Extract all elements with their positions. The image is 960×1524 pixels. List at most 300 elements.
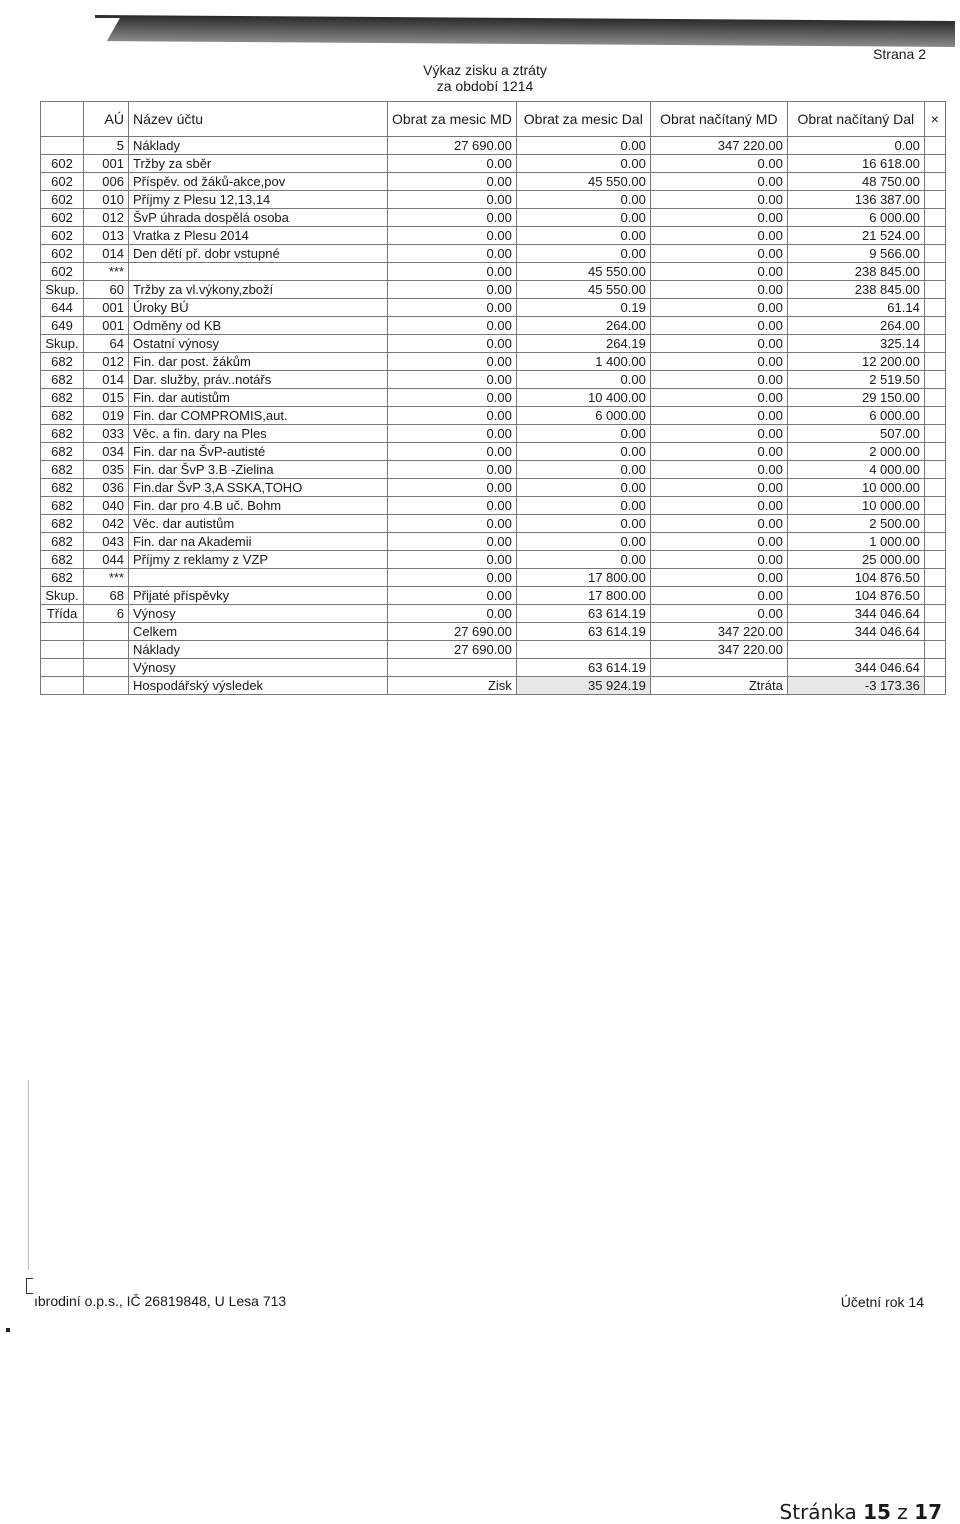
cell-nmd: 0.00 [650, 551, 787, 569]
cell-x [924, 245, 945, 263]
cell-dal: 0.00 [516, 191, 650, 209]
cell-dal: 63 614.19 [516, 623, 650, 641]
cell-x [924, 227, 945, 245]
cell-name: Hospodářský výsledek [129, 677, 388, 695]
cell-au: 64 [84, 335, 129, 353]
cell-x [924, 389, 945, 407]
cell-typ: 682 [41, 407, 84, 425]
table-row [41, 263, 946, 281]
cell-name: Náklady [129, 137, 388, 155]
cell-ndal: 344 046.64 [787, 623, 924, 641]
cell-au: 044 [84, 551, 129, 569]
cell-au: 040 [84, 497, 129, 515]
table-row [41, 497, 946, 515]
cell-x [924, 461, 945, 479]
cell-md: 0.00 [388, 587, 517, 605]
cell-name: Fin. dar ŠvP 3.B -Zielina [129, 461, 388, 479]
cell-typ: Skup. [41, 587, 84, 605]
table-row [41, 641, 946, 659]
table-row [41, 245, 946, 263]
col-header-dal: Obrat za mesic Dal [516, 102, 650, 137]
cell-nmd: 347 220.00 [650, 641, 787, 659]
cell-nmd: 347 220.00 [650, 137, 787, 155]
cell-name: Výnosy [129, 605, 388, 623]
cell-typ: 602 [41, 209, 84, 227]
cell-ndal: 9 566.00 [787, 245, 924, 263]
cell-dal: 45 550.00 [516, 263, 650, 281]
page-number [780, 1500, 942, 1524]
cell-nmd: 0.00 [650, 587, 787, 605]
cell-name: Fin. dar post. žákům [129, 353, 388, 371]
cell-x [924, 605, 945, 623]
cell-name: Fin.dar ŠvP 3,A SSKA,TOHO [129, 479, 388, 497]
cell-x [924, 443, 945, 461]
cell-ndal [787, 641, 924, 659]
cell-au: 019 [84, 407, 129, 425]
report-title [420, 62, 550, 94]
cell-ndal: 4 000.00 [787, 461, 924, 479]
cell-ndal: 12 200.00 [787, 353, 924, 371]
cell-typ: Skup. [41, 335, 84, 353]
cell-nmd: 0.00 [650, 245, 787, 263]
cell-nmd: 0.00 [650, 389, 787, 407]
col-header-au: AÚ [84, 102, 129, 137]
cell-nmd: 0.00 [650, 461, 787, 479]
cell-md: 0.00 [388, 461, 517, 479]
cell-ndal: 104 876.50 [787, 587, 924, 605]
cell-nmd [650, 659, 787, 677]
cell-au: 6 [84, 605, 129, 623]
table-row [41, 389, 946, 407]
cell-au: 015 [84, 389, 129, 407]
cell-name: Příjmy z Plesu 12,13,14 [129, 191, 388, 209]
table-row [41, 155, 946, 173]
cell-au: 036 [84, 479, 129, 497]
cell-dal: 0.00 [516, 245, 650, 263]
cell-ndal: 10 000.00 [787, 497, 924, 515]
cell-name: Fin. dar COMPROMIS,aut. [129, 407, 388, 425]
cell-x [924, 317, 945, 335]
table-row [41, 443, 946, 461]
cell-name: Fin. dar autistům [129, 389, 388, 407]
cell-ndal: 6 000.00 [787, 209, 924, 227]
cell-dal: 0.00 [516, 497, 650, 515]
cell-ndal: 48 750.00 [787, 173, 924, 191]
cell-au: 014 [84, 245, 129, 263]
cell-ndal: 1 000.00 [787, 533, 924, 551]
cell-typ: 682 [41, 443, 84, 461]
cell-typ: Třída [41, 605, 84, 623]
cell-dal: 0.00 [516, 551, 650, 569]
cell-typ [41, 659, 84, 677]
cell-name: Věc. dar autistům [129, 515, 388, 533]
cell-typ: 682 [41, 569, 84, 587]
cell-name: Fin. dar na Akademii [129, 533, 388, 551]
cell-name [129, 263, 388, 281]
table-row [41, 479, 946, 497]
cell-typ: 682 [41, 533, 84, 551]
cell-dal: 6 000.00 [516, 407, 650, 425]
cell-ndal: 344 046.64 [787, 659, 924, 677]
cell-typ: 602 [41, 155, 84, 173]
cell-dal: 0.00 [516, 227, 650, 245]
scan-dot [6, 1328, 10, 1332]
cell-name: Celkem [129, 623, 388, 641]
cell-typ: 682 [41, 371, 84, 389]
cell-dal: 0.00 [516, 371, 650, 389]
table-row [41, 533, 946, 551]
table-row [41, 605, 946, 623]
cell-name: Příjmy z reklamy z VZP [129, 551, 388, 569]
cell-au: 010 [84, 191, 129, 209]
cell-md: Zisk [388, 677, 517, 695]
cell-x [924, 623, 945, 641]
cell-au: 60 [84, 281, 129, 299]
cell-name [129, 569, 388, 587]
cell-typ [41, 677, 84, 695]
table-row [41, 551, 946, 569]
page-label: Strana 2 [873, 46, 926, 62]
cell-md: 0.00 [388, 335, 517, 353]
cell-name: Výnosy [129, 659, 388, 677]
cell-ndal: 264.00 [787, 317, 924, 335]
cell-name: Fin. dar na ŠvP-autisté [129, 443, 388, 461]
cell-md: 0.00 [388, 227, 517, 245]
cell-nmd: 0.00 [650, 299, 787, 317]
cell-name: Úroky BÚ [129, 299, 388, 317]
cell-au: 035 [84, 461, 129, 479]
cell-md [388, 659, 517, 677]
cell-typ: 682 [41, 479, 84, 497]
table-row [41, 659, 946, 677]
cell-dal: 0.00 [516, 155, 650, 173]
cell-x [924, 569, 945, 587]
cell-nmd: 0.00 [650, 569, 787, 587]
table-row [41, 173, 946, 191]
cell-nmd: 0.00 [650, 317, 787, 335]
cell-typ: 602 [41, 191, 84, 209]
cell-au: 042 [84, 515, 129, 533]
cell-ndal: 21 524.00 [787, 227, 924, 245]
cell-name: Přijaté příspěvky [129, 587, 388, 605]
cell-x [924, 551, 945, 569]
table-row [41, 623, 946, 641]
page-number-total: 17 [914, 1500, 942, 1524]
cell-dal: 10 400.00 [516, 389, 650, 407]
cell-x [924, 587, 945, 605]
cell-dal: 35 924.19 [516, 677, 650, 695]
cell-ndal: 507.00 [787, 425, 924, 443]
cell-au: 014 [84, 371, 129, 389]
cell-md: 0.00 [388, 281, 517, 299]
cell-dal: 264.19 [516, 335, 650, 353]
cell-name: Odměny od KB [129, 317, 388, 335]
table-row [41, 281, 946, 299]
table-row [41, 461, 946, 479]
col-header-name: Název účtu [129, 102, 388, 137]
cell-typ: 682 [41, 497, 84, 515]
report-title-line2: za období 1214 [436, 78, 534, 94]
table-row [41, 227, 946, 245]
cell-au: 68 [84, 587, 129, 605]
cell-dal: 17 800.00 [516, 587, 650, 605]
cell-md: 0.00 [388, 533, 517, 551]
cell-typ: 682 [41, 389, 84, 407]
cell-typ: 682 [41, 353, 84, 371]
cell-ndal: 16 618.00 [787, 155, 924, 173]
cell-au: 001 [84, 155, 129, 173]
col-header-md: Obrat za mesic MD [388, 102, 517, 137]
cell-md: 0.00 [388, 425, 517, 443]
cell-typ: 602 [41, 263, 84, 281]
cell-nmd: 347 220.00 [650, 623, 787, 641]
cell-ndal: 2 519.50 [787, 371, 924, 389]
cell-nmd: 0.00 [650, 515, 787, 533]
page-number-prefix: Stránka [779, 1500, 864, 1524]
cell-dal: 0.19 [516, 299, 650, 317]
margin-bracket [26, 1278, 33, 1294]
cell-ndal: 2 500.00 [787, 515, 924, 533]
cell-x [924, 407, 945, 425]
cell-ndal: 325.14 [787, 335, 924, 353]
cell-name: Tržby za vl.výkony,zboží [129, 281, 388, 299]
cell-x [924, 281, 945, 299]
cell-ndal: 0.00 [787, 137, 924, 155]
page-number-current: 15 [863, 1500, 891, 1524]
cell-au: 006 [84, 173, 129, 191]
cell-nmd: 0.00 [650, 425, 787, 443]
cell-x [924, 371, 945, 389]
cell-x [924, 677, 945, 695]
table-row [41, 191, 946, 209]
table-row [41, 425, 946, 443]
cell-au: 012 [84, 209, 129, 227]
cell-x [924, 515, 945, 533]
cell-nmd: Ztráta [650, 677, 787, 695]
cell-nmd: 0.00 [650, 479, 787, 497]
table-row [41, 371, 946, 389]
cell-name: Ostatní výnosy [129, 335, 388, 353]
cell-name: Náklady [129, 641, 388, 659]
cell-md: 0.00 [388, 605, 517, 623]
cell-nmd: 0.00 [650, 227, 787, 245]
cell-md: 0.00 [388, 407, 517, 425]
cell-dal: 17 800.00 [516, 569, 650, 587]
cell-typ: 682 [41, 515, 84, 533]
cell-au [84, 659, 129, 677]
cell-nmd: 0.00 [650, 407, 787, 425]
table-row [41, 209, 946, 227]
cell-ndal: 238 845.00 [787, 263, 924, 281]
cell-au: 001 [84, 299, 129, 317]
cell-typ [41, 641, 84, 659]
cell-nmd: 0.00 [650, 191, 787, 209]
cell-md: 0.00 [388, 569, 517, 587]
cell-dal: 0.00 [516, 443, 650, 461]
cell-x [924, 263, 945, 281]
cell-x [924, 191, 945, 209]
cell-au: 043 [84, 533, 129, 551]
cell-au: 012 [84, 353, 129, 371]
cell-dal: 63 614.19 [516, 605, 650, 623]
table-row [41, 587, 946, 605]
cell-nmd: 0.00 [650, 533, 787, 551]
cell-dal: 0.00 [516, 461, 650, 479]
cell-x [924, 173, 945, 191]
cell-au: 034 [84, 443, 129, 461]
cell-name: ŠvP úhrada dospělá osoba [129, 209, 388, 227]
cell-nmd: 0.00 [650, 209, 787, 227]
cell-md: 0.00 [388, 173, 517, 191]
cell-md: 0.00 [388, 389, 517, 407]
table-body [41, 137, 946, 695]
cell-dal: 0.00 [516, 209, 650, 227]
cell-typ: 644 [41, 299, 84, 317]
table-header-row [41, 102, 946, 137]
cell-dal: 0.00 [516, 515, 650, 533]
cell-nmd: 0.00 [650, 605, 787, 623]
footer-organization: ıbrodiní o.p.s., IČ 26819848, U Lesa 713 [34, 1293, 287, 1309]
table-row [41, 335, 946, 353]
footer-accounting-year: Účetní rok 14 [840, 1294, 924, 1310]
cell-au: *** [84, 569, 129, 587]
cell-nmd: 0.00 [650, 443, 787, 461]
cell-name: Vratka z Plesu 2014 [129, 227, 388, 245]
cell-name: Dar. služby, práv..notářs [129, 371, 388, 389]
table-row [41, 515, 946, 533]
table-row [41, 317, 946, 335]
cell-au [84, 677, 129, 695]
cell-dal: 45 550.00 [516, 281, 650, 299]
cell-au: 001 [84, 317, 129, 335]
cell-au: 5 [84, 137, 129, 155]
cell-nmd: 0.00 [650, 173, 787, 191]
table-row [41, 353, 946, 371]
cell-md: 0.00 [388, 209, 517, 227]
cell-x [924, 209, 945, 227]
col-header-x: × [924, 102, 945, 137]
cell-typ: 602 [41, 173, 84, 191]
cell-x [924, 155, 945, 173]
cell-dal: 0.00 [516, 533, 650, 551]
cell-nmd: 0.00 [650, 497, 787, 515]
cell-ndal: 10 000.00 [787, 479, 924, 497]
col-header-type [41, 102, 84, 137]
cell-ndal: 136 387.00 [787, 191, 924, 209]
cell-au [84, 641, 129, 659]
cell-md: 0.00 [388, 371, 517, 389]
table-row [41, 569, 946, 587]
cell-md: 0.00 [388, 551, 517, 569]
cell-x [924, 641, 945, 659]
profit-loss-table [40, 101, 946, 695]
cell-typ: 682 [41, 551, 84, 569]
cell-name: Příspěv. od žáků-akce,pov [129, 173, 388, 191]
cell-ndal: 25 000.00 [787, 551, 924, 569]
cell-nmd: 0.00 [650, 263, 787, 281]
cell-dal: 0.00 [516, 479, 650, 497]
cell-md: 0.00 [388, 155, 517, 173]
cell-x [924, 479, 945, 497]
page-number-middle: z [890, 1500, 915, 1524]
cell-x [924, 335, 945, 353]
col-header-nmd: Obrat načítaný MD [650, 102, 787, 137]
cell-ndal: 61.14 [787, 299, 924, 317]
cell-md: 0.00 [388, 263, 517, 281]
cell-typ: Skup. [41, 281, 84, 299]
cell-x [924, 299, 945, 317]
cell-typ: 602 [41, 245, 84, 263]
cell-au: 013 [84, 227, 129, 245]
cell-au [84, 623, 129, 641]
cell-md: 0.00 [388, 191, 517, 209]
table-row [41, 137, 946, 155]
cell-dal: 1 400.00 [516, 353, 650, 371]
cell-md: 27 690.00 [388, 137, 517, 155]
cell-au: 033 [84, 425, 129, 443]
cell-typ [41, 623, 84, 641]
cell-md: 0.00 [388, 515, 517, 533]
cell-au: *** [84, 263, 129, 281]
cell-ndal: 29 150.00 [787, 389, 924, 407]
cell-x [924, 659, 945, 677]
cell-dal [516, 641, 650, 659]
cell-md: 0.00 [388, 443, 517, 461]
cell-nmd: 0.00 [650, 155, 787, 173]
cell-md: 27 690.00 [388, 623, 517, 641]
cell-typ: 649 [41, 317, 84, 335]
cell-x [924, 353, 945, 371]
cell-md: 0.00 [388, 353, 517, 371]
cell-nmd: 0.00 [650, 371, 787, 389]
cell-typ: 682 [41, 461, 84, 479]
cell-typ: 682 [41, 425, 84, 443]
cell-typ [41, 137, 84, 155]
cell-x [924, 533, 945, 551]
cell-ndal: 104 876.50 [787, 569, 924, 587]
cell-typ: 602 [41, 227, 84, 245]
cell-nmd: 0.00 [650, 281, 787, 299]
cell-dal: 45 550.00 [516, 173, 650, 191]
cell-ndal: 344 046.64 [787, 605, 924, 623]
cell-x [924, 497, 945, 515]
cell-dal: 0.00 [516, 137, 650, 155]
cell-dal: 0.00 [516, 425, 650, 443]
cell-name: Fin. dar pro 4.B uč. Bohm [129, 497, 388, 515]
cell-dal: 63 614.19 [516, 659, 650, 677]
report-title-line1: Výkaz zisku a ztráty [423, 62, 547, 78]
cell-md: 0.00 [388, 299, 517, 317]
cell-name: Věc. a fin. dary na Ples [129, 425, 388, 443]
margin-line [28, 1080, 29, 1270]
cell-nmd: 0.00 [650, 353, 787, 371]
cell-dal: 264.00 [516, 317, 650, 335]
scan-shadow-edge [95, 15, 955, 47]
cell-name: Tržby za sběr [129, 155, 388, 173]
table-row [41, 407, 946, 425]
cell-md: 27 690.00 [388, 641, 517, 659]
cell-x [924, 425, 945, 443]
cell-name: Den dětí př. dobr vstupné [129, 245, 388, 263]
cell-nmd: 0.00 [650, 335, 787, 353]
cell-md: 0.00 [388, 245, 517, 263]
cell-ndal: -3 173.36 [787, 677, 924, 695]
cell-ndal: 2 000.00 [787, 443, 924, 461]
cell-md: 0.00 [388, 479, 517, 497]
cell-ndal: 6 000.00 [787, 407, 924, 425]
table-row [41, 677, 946, 695]
table-row [41, 299, 946, 317]
